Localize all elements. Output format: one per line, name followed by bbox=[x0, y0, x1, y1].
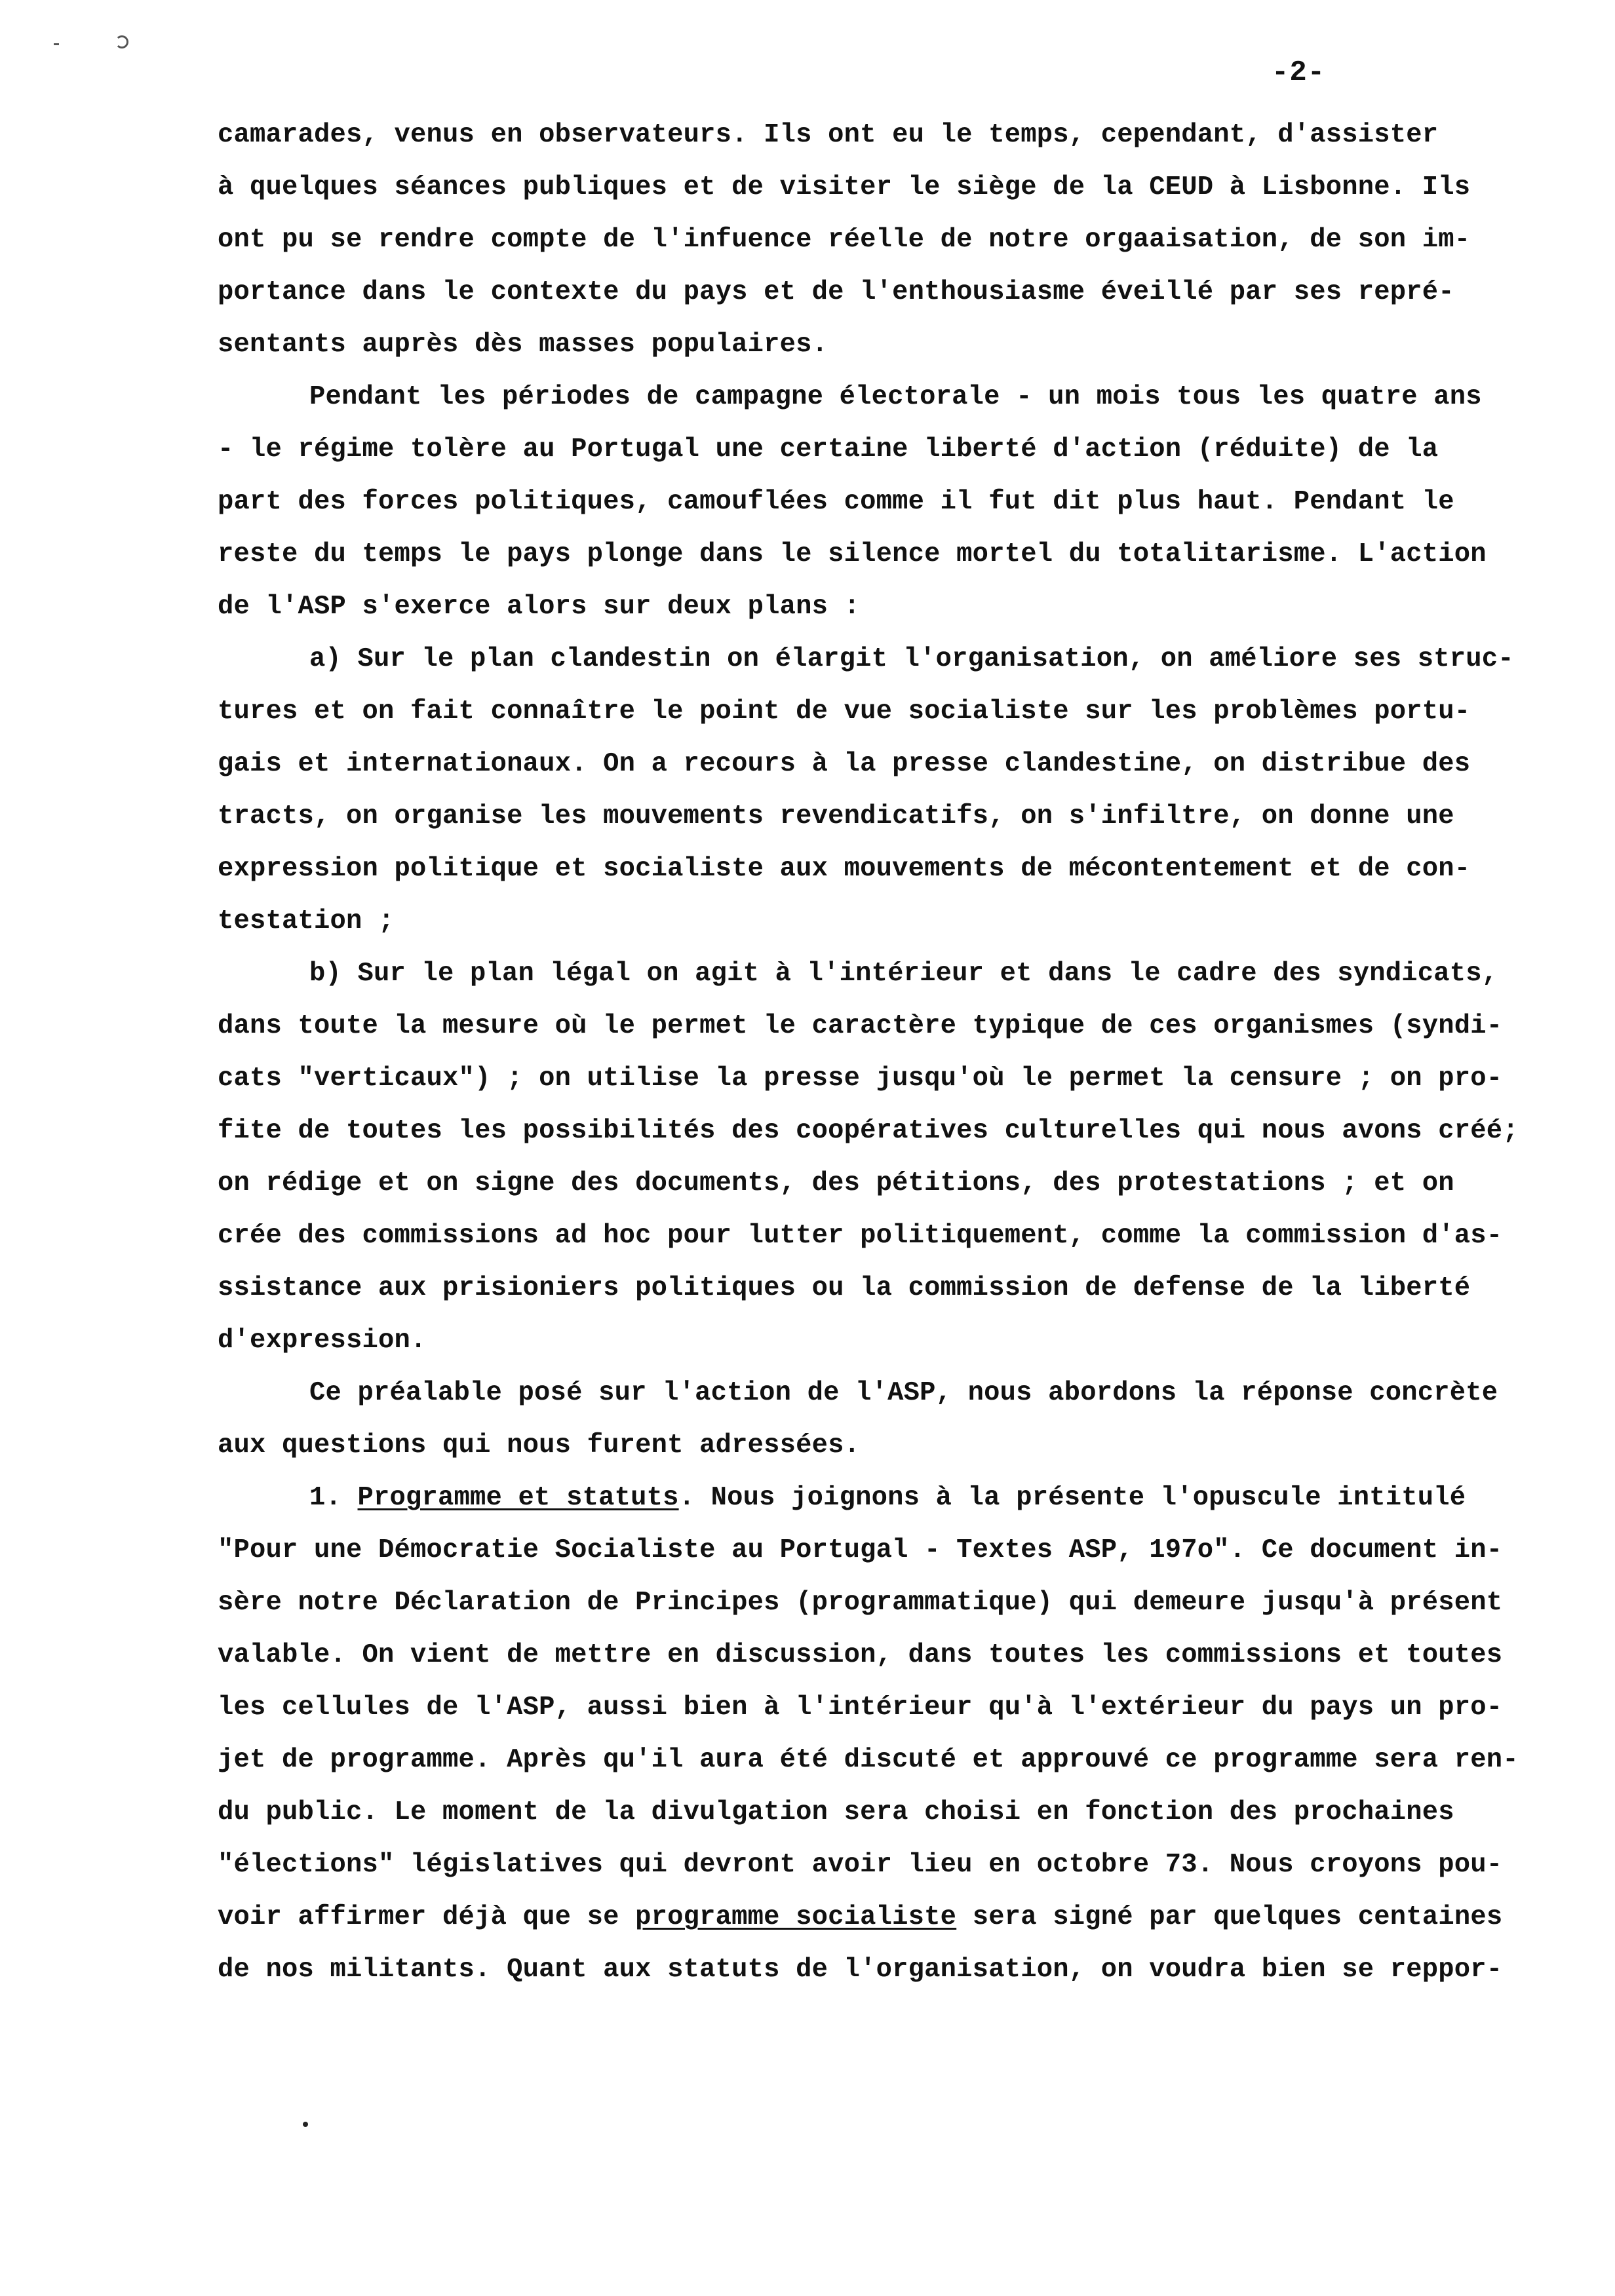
text-line: expression politique et socialiste aux mouvements de mécontentement et de con- bbox=[218, 854, 1471, 884]
text-line: testation ; bbox=[218, 906, 395, 936]
text-line: Pendant les périodes de campagne électorale - un mois tous les quatre ans bbox=[309, 382, 1482, 412]
text-line: valable. On vient de mettre en discussion, dans toutes les commissions et toutes bbox=[218, 1640, 1503, 1670]
text-line: ssistance aux prisioniers politiques ou la commission de defense de la liberté bbox=[218, 1273, 1471, 1303]
text-line: gais et internationaux. On a recours à la presse clandestine, on distribue des bbox=[218, 749, 1471, 779]
text-line: les cellules de l'ASP, aussi bien à l'intérieur qu'à l'extérieur du pays un pro- bbox=[218, 1693, 1503, 1723]
text-line: "élections" législatives qui devront avoir lieu en octobre 73. Nous croyons pou- bbox=[218, 1850, 1503, 1880]
text-segment: . Nous joignons à la présente l'opuscule intitulé bbox=[678, 1483, 1466, 1513]
underlined-phrase: Programme et statuts bbox=[357, 1483, 679, 1513]
margin-mark bbox=[54, 43, 59, 45]
page-number: -2- bbox=[1272, 56, 1326, 89]
text-line: portance dans le contexte du pays et de l'enthousiasme éveillé par ses repré- bbox=[218, 277, 1454, 307]
text-line: tures et on fait connaître le point de vue socialiste sur les problèmes portu- bbox=[218, 697, 1471, 727]
text-line: on rédige et on signe des documents, des pétitions, des protestations ; et on bbox=[218, 1168, 1454, 1198]
text-line: de nos militants. Quant aux statuts de l'organisation, on voudra bien se reppor- bbox=[218, 1955, 1503, 1985]
underlined-phrase: programme socialiste bbox=[635, 1902, 957, 1932]
text-line: sentants auprès dès masses populaires. bbox=[218, 330, 828, 360]
text-line: cats "verticaux") ; on utilise la presse jusqu'où le permet la censure ; on pro- bbox=[218, 1063, 1503, 1094]
text-line: reste du temps le pays plonge dans le silence mortel du totalitarisme. L'action bbox=[218, 539, 1487, 569]
text-line bbox=[309, 1485, 1466, 1512]
text-line: de l'ASP s'exerce alors sur deux plans : bbox=[218, 592, 861, 622]
text-line: ont pu se rendre compte de l'infuence réelle de notre orgaaisation, de son im- bbox=[218, 225, 1471, 255]
text-segment: voir affirmer déjà que se bbox=[218, 1902, 636, 1932]
text-segment: 1. bbox=[309, 1483, 358, 1513]
text-line: a) Sur le plan clandestin on élargit l'organisation, on améliore ses struc- bbox=[309, 644, 1514, 674]
text-line: d'expression. bbox=[218, 1326, 427, 1356]
text-line: fite de toutes les possibilités des coopératives culturelles qui nous avons créé; bbox=[218, 1116, 1519, 1146]
text-line: "Pour une Démocratie Socialiste au Portugal - Textes ASP, 197o". Ce document in- bbox=[218, 1535, 1503, 1565]
text-line: camarades, venus en observateurs. Ils ont eu le temps, cependant, d'assister bbox=[218, 120, 1439, 150]
stray-dot bbox=[303, 2122, 308, 2127]
text-line: b) Sur le plan légal on agit à l'intérieur et dans le cadre des syndicats, bbox=[309, 959, 1498, 989]
text-line: dans toute la mesure où le permet le caractère typique de ces organismes (syndi- bbox=[218, 1011, 1503, 1041]
text-line: tracts, on organise les mouvements revendicatifs, on s'infiltre, on donne une bbox=[218, 801, 1454, 832]
text-segment: sera signé par quelques centaines bbox=[956, 1902, 1503, 1932]
text-line: jet de programme. Après qu'il aura été discuté et approuvé ce programme sera ren- bbox=[218, 1745, 1519, 1775]
text-line: sère notre Déclaration de Principes (programmatique) qui demeure jusqu'à présent bbox=[218, 1588, 1503, 1618]
text-line: - le régime tolère au Portugal une certaine liberté d'action (réduite) de la bbox=[218, 434, 1439, 465]
text-line: Ce préalable posé sur l'action de l'ASP, nous abordons la réponse concrète bbox=[309, 1378, 1498, 1408]
text-line: part des forces politiques, camouflées comme il fut dit plus haut. Pendant le bbox=[218, 487, 1454, 517]
text-line: aux questions qui nous furent adressées. bbox=[218, 1430, 861, 1461]
text-line: crée des commissions ad hoc pour lutter politiquement, comme la commission d'as- bbox=[218, 1221, 1503, 1251]
text-line: du public. Le moment de la divulgation sera choisi en fonction des prochaines bbox=[218, 1797, 1454, 1827]
text-line bbox=[218, 1904, 1502, 1931]
text-line: à quelques séances publiques et de visiter le siège de la CEUD à Lisbonne. Ils bbox=[218, 172, 1471, 202]
margin-mark bbox=[115, 35, 128, 48]
